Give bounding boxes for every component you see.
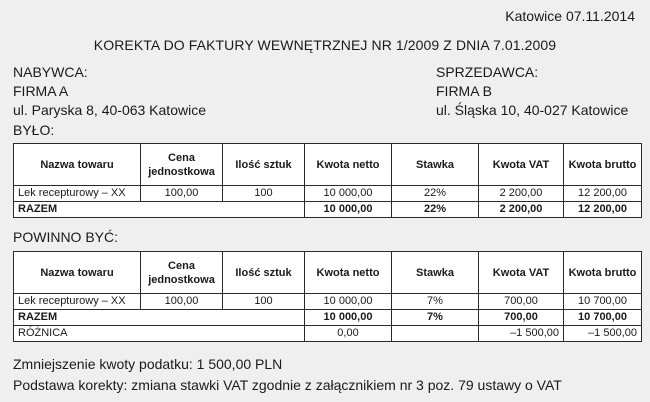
col-header-name: Nazwa towaru <box>14 144 141 186</box>
total-vat: 2 200,00 <box>479 202 564 218</box>
item-gross: 12 200,00 <box>564 186 642 202</box>
total-empty-price <box>141 310 223 326</box>
tax-reduction-note: Zmniejszenie kwoty podatku: 1 500,00 PLN <box>13 356 283 372</box>
total-row <box>14 310 642 326</box>
col-header-gross: Kwota brutto <box>564 144 642 186</box>
item-net: 10 000,00 <box>305 294 392 310</box>
total-label: RAZEM <box>14 310 141 326</box>
item-name: Lek recepturowy – XX <box>14 186 141 202</box>
diff-empty-price <box>141 326 223 342</box>
total-net: 10 000,00 <box>305 310 392 326</box>
col-header-vat: Kwota VAT <box>479 144 564 186</box>
item-name: Lek recepturowy – XX <box>14 294 141 310</box>
col-header-qty: Ilość sztuk <box>223 252 305 294</box>
diff-label: RÓŻNICA <box>14 326 141 342</box>
item-net: 10 000,00 <box>305 186 392 202</box>
item-vat: 2 200,00 <box>479 186 564 202</box>
item-price: 100,00 <box>141 294 223 310</box>
item-qty: 100 <box>223 186 305 202</box>
item-vat: 700,00 <box>479 294 564 310</box>
col-header-rate: Stawka <box>392 144 479 186</box>
buyer-address: ul. Paryska 8, 40-063 Katowice <box>13 102 206 118</box>
total-vat: 700,00 <box>479 310 564 326</box>
buyer-block <box>13 63 206 120</box>
col-header-name: Nazwa towaru <box>14 252 141 294</box>
table-header-row <box>14 252 642 294</box>
section-label-before: BYŁO: <box>13 122 55 138</box>
col-header-price: Cena jednostkowa <box>141 252 223 294</box>
table-row <box>14 186 642 202</box>
total-empty-qty <box>223 202 305 218</box>
total-net: 10 000,00 <box>305 202 392 218</box>
col-header-rate: Stawka <box>392 252 479 294</box>
col-header-qty: Ilość sztuk <box>223 144 305 186</box>
buyer-label: NABYWCA: <box>13 64 88 80</box>
seller-label: SPRZEDAWCA: <box>436 64 539 80</box>
buyer-name: FIRMA A <box>13 83 69 99</box>
table-row <box>14 294 642 310</box>
seller-name: FIRMA B <box>436 83 493 99</box>
col-header-net: Kwota netto <box>305 252 392 294</box>
col-header-gross: Kwota brutto <box>564 252 642 294</box>
seller-block <box>436 63 628 120</box>
total-rate: 22% <box>392 202 479 218</box>
col-header-price: Cena jednostkowa <box>141 144 223 186</box>
total-gross: 12 200,00 <box>564 202 642 218</box>
diff-empty-qty <box>223 326 305 342</box>
col-header-vat: Kwota VAT <box>479 252 564 294</box>
seller-address: ul. Śląska 10, 40-027 Katowice <box>436 102 629 118</box>
table-header-row <box>14 144 642 186</box>
diff-net: 0,00 <box>305 326 392 342</box>
document-title: KOREKTA DO FAKTURY WEWNĘTRZNEJ NR 1/2009 Z DNIA 7.01.2009 <box>93 37 557 53</box>
item-qty: 100 <box>223 294 305 310</box>
item-rate: 7% <box>392 294 479 310</box>
correction-basis-note: Podstawa korekty: zmiana stawki VAT zgodnie z załącznikiem nr 3 poz. 79 ustawy o VAT <box>13 377 562 393</box>
total-label: RAZEM <box>14 202 141 218</box>
item-rate: 22% <box>392 186 479 202</box>
section-label-after: POWINNO BYĆ: <box>13 229 119 245</box>
table-after <box>13 251 642 342</box>
difference-row <box>14 326 642 342</box>
place-date: Katowice 07.11.2014 <box>505 8 635 24</box>
diff-empty-rate <box>392 326 479 342</box>
total-empty-price <box>141 202 223 218</box>
item-gross: 10 700,00 <box>564 294 642 310</box>
col-header-net: Kwota netto <box>305 144 392 186</box>
total-rate: 7% <box>392 310 479 326</box>
diff-gross: –1 500,00 <box>564 326 642 342</box>
diff-vat: –1 500,00 <box>479 326 564 342</box>
total-row <box>14 202 642 218</box>
item-price: 100,00 <box>141 186 223 202</box>
total-empty-qty <box>223 310 305 326</box>
table-before <box>13 143 642 218</box>
total-gross: 10 700,00 <box>564 310 642 326</box>
